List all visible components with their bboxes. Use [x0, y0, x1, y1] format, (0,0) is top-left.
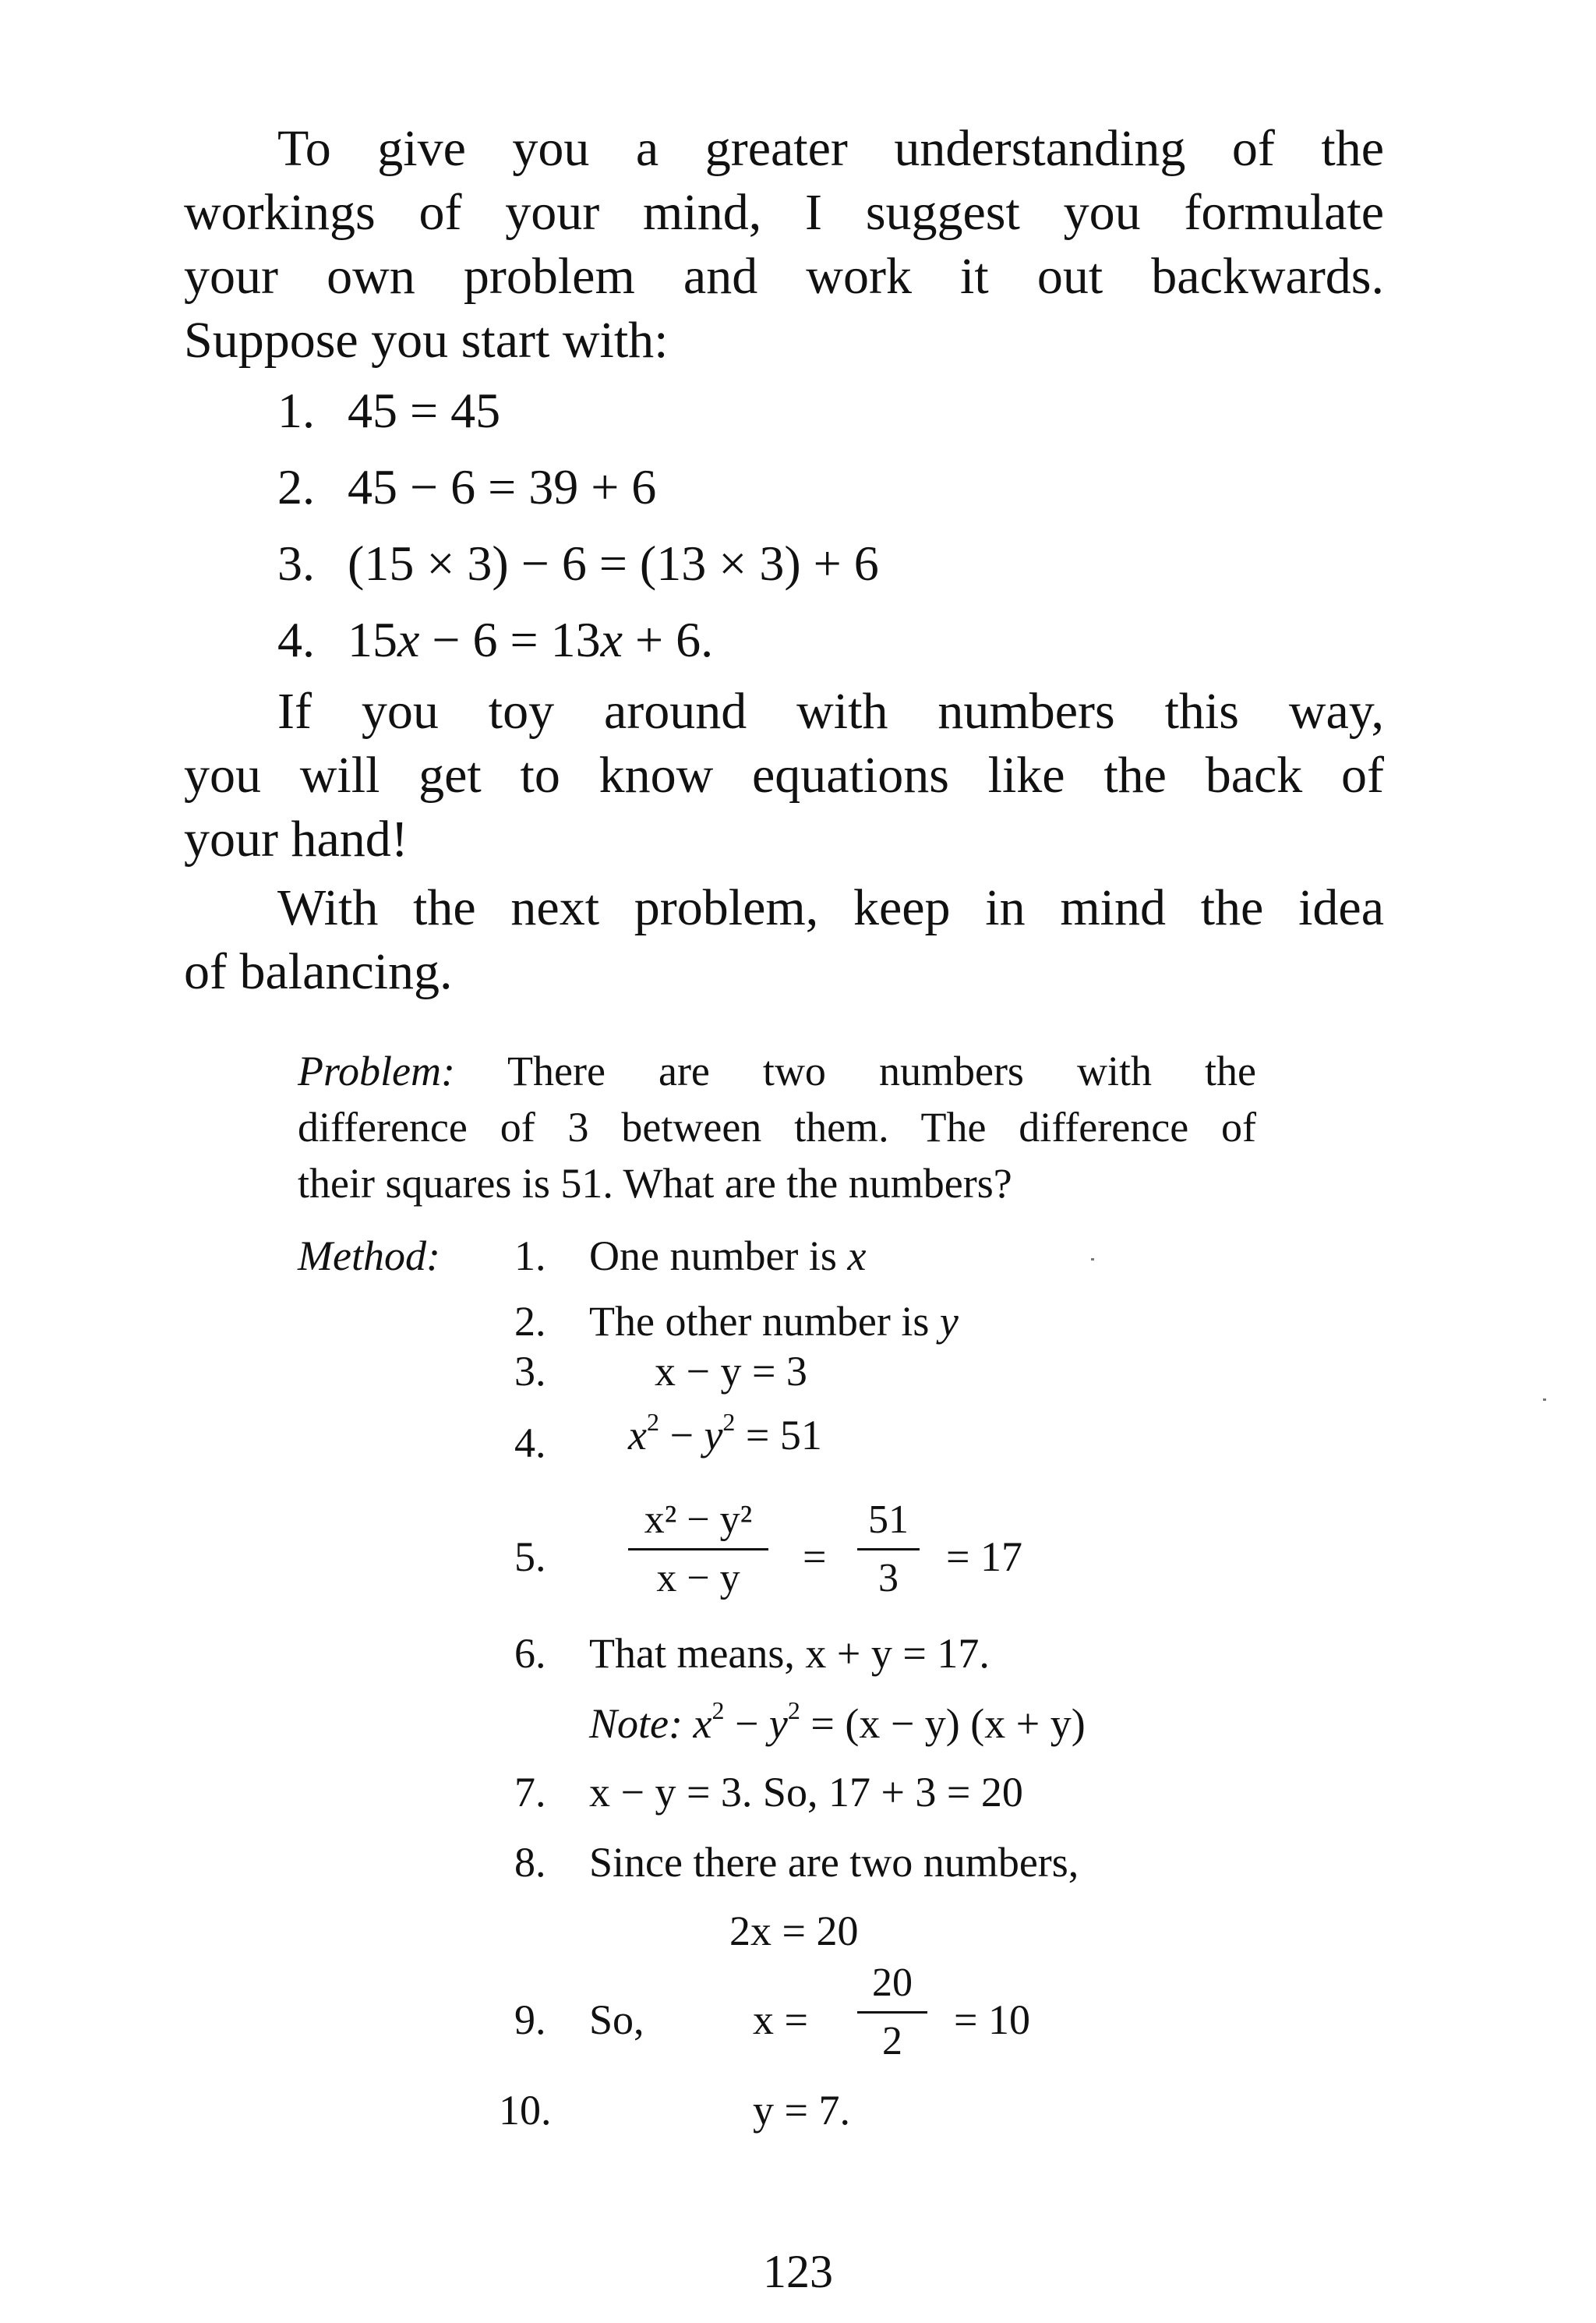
fraction-numerator: 51: [868, 1497, 909, 1542]
step-6: That means, x + y = 17.: [589, 1630, 990, 1677]
page-number: 123: [763, 2246, 833, 2297]
problem-line-3: their squares is 51. What are the numbers?: [298, 1160, 1012, 1207]
example-text-b: − 6 = 13: [419, 612, 601, 667]
step-var: y: [939, 1298, 959, 1345]
fraction-denominator: 2: [882, 2019, 902, 2063]
step-var: x: [847, 1232, 867, 1279]
step-number: 1.: [514, 1232, 546, 1279]
paragraph-2: [184, 680, 1384, 872]
fraction-bar: [857, 2011, 927, 2014]
example-3: [277, 535, 879, 592]
paragraph-3: [184, 876, 1384, 1004]
step-10: y = 7.: [753, 2087, 850, 2134]
step-text: = 51: [745, 1412, 822, 1459]
step-9-lhs: x =: [753, 1996, 808, 2043]
step-text: The other number is: [589, 1298, 940, 1345]
step-7: x − y = 3. So, 17 + 3 = 20: [589, 1769, 1023, 1816]
para2-line-3: your hand!: [184, 811, 408, 868]
para3-line-2: of balancing.: [184, 943, 453, 1000]
intro-line-2: workings of your mind, I suggest you formulate: [184, 184, 1384, 241]
problem-text-1: There are two numbers with the: [507, 1048, 1257, 1094]
example-text-a: 15: [348, 612, 397, 667]
example-1: [277, 382, 500, 440]
step-number: 8.: [514, 1839, 546, 1886]
example-text-c: + 6.: [623, 612, 714, 667]
step-9-so: So,: [589, 1996, 644, 2043]
example-var: x: [600, 612, 623, 667]
step-4: $x^2 - y^2 = 51$: [628, 1408, 822, 1459]
fraction-numerator: x² − y²: [644, 1497, 753, 1542]
example-var: x: [397, 612, 420, 667]
fraction-numerator: 20: [872, 1961, 913, 2005]
step-8: Since there are two numbers,: [589, 1839, 1079, 1886]
step-number: 10.: [499, 2087, 552, 2134]
scan-speck: [1091, 1258, 1094, 1261]
example-number: 1.: [277, 383, 315, 438]
note-line: Note: $x^2 - y^2 = (x - y) (x + y)$: [589, 1696, 1086, 1747]
step-1: [589, 1232, 866, 1280]
scan-speck: [1543, 1398, 1546, 1401]
para3-line-1: With the next problem, keep in mind the idea: [277, 879, 1384, 936]
step-number: 3.: [514, 1348, 546, 1395]
problem-line-2: difference of 3 between them. The difference of: [298, 1104, 1256, 1151]
step-number: 4.: [514, 1420, 546, 1466]
step-3: x − y = 3: [655, 1348, 807, 1395]
note-label: Note:: [589, 1700, 683, 1747]
intro-line-3: your own problem and work it out backwards.: [184, 248, 1384, 305]
method-label: Method:: [298, 1232, 440, 1279]
step-number: 5.: [514, 1533, 546, 1580]
fraction-bar: [628, 1548, 768, 1550]
example-number: 3.: [277, 536, 315, 591]
example-text: 45 − 6 = 39 + 6: [348, 459, 657, 514]
problem-block: [298, 1043, 1256, 1211]
step-number: 2.: [514, 1298, 546, 1345]
problem-label: Problem:: [298, 1048, 455, 1094]
example-text: (15 × 3) − 6 = (13 × 3) + 6: [348, 536, 879, 591]
fraction-denominator: x − y: [656, 1556, 740, 1600]
intro-line-1: To give you a greater understanding of the: [277, 120, 1384, 177]
example-number: 4.: [277, 612, 315, 667]
para2-line-2: you will get to know equations like the back of: [184, 747, 1384, 804]
intro-line-4: Suppose you start with:: [184, 312, 669, 369]
fraction-denominator: 3: [878, 1556, 899, 1600]
fraction-1: [628, 1497, 768, 1602]
fraction-3: [857, 1960, 927, 2065]
fraction-bar: [857, 1548, 920, 1550]
step-text: One number is: [589, 1232, 848, 1279]
example-4: [277, 611, 713, 669]
para2-line-1: If you toy around with numbers this way,: [277, 683, 1384, 740]
step-5-equals: =: [803, 1533, 827, 1580]
problem-line-1: [298, 1043, 1256, 1099]
step-5-result: = 17: [946, 1533, 1022, 1580]
example-2: [277, 458, 656, 516]
step-8-equation: 2x = 20: [729, 1908, 859, 1954]
note-text: = (x − y) (x + y): [810, 1700, 1086, 1747]
example-number: 2.: [277, 459, 315, 514]
step-number: 9.: [514, 1996, 546, 2043]
example-text: 45 = 45: [348, 383, 501, 438]
step-2: [589, 1297, 959, 1345]
step-number: 6.: [514, 1630, 546, 1677]
fraction-2: [857, 1497, 920, 1602]
intro-paragraph: [184, 117, 1384, 373]
step-9-result: = 10: [954, 1996, 1030, 2043]
step-number: 7.: [514, 1769, 546, 1816]
